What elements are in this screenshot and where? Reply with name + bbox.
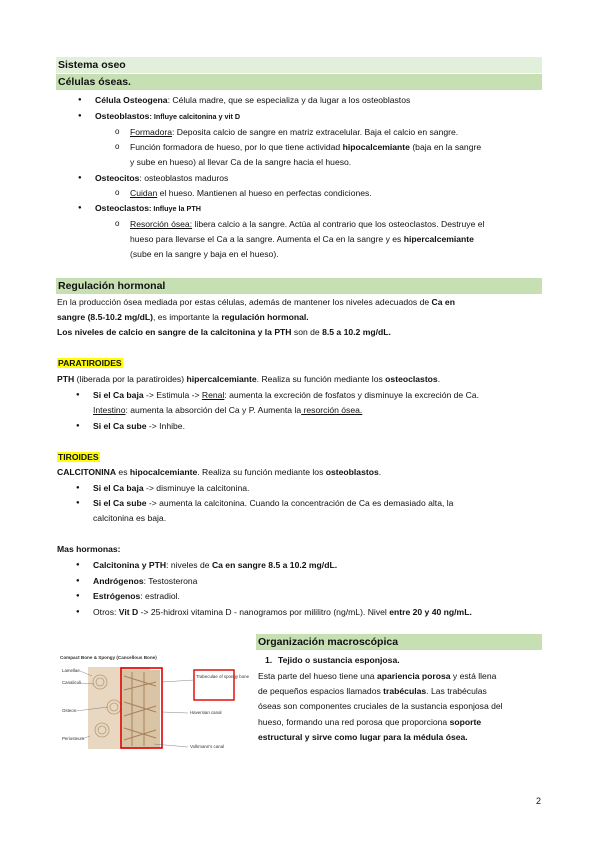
list-item-osteoclastos: ● Osteoclastos: Influye la PTH [95,202,201,215]
list-item-osteoblastos: ● Osteoblastos: Influye calcitonina y vit D [95,110,240,123]
text-line: calcitonina es baja. [93,513,167,523]
subsection-title-tiroides: TIROIDES [58,452,99,462]
figure-title: Compact Bone & Spongy (Cancellous Bone) [60,655,157,660]
section-header-organizacion-macroscopica: Organización macroscópica [256,634,542,650]
label-haversian: Haversian canal [190,710,222,715]
subsection-title-mas-hormonas: Mas hormonas: [57,544,121,554]
list-item-ca-baja: ● Si el Ca baja -> disminuye la calcitonina. [93,482,249,494]
text-line: CALCITONINA es hipocalcemiante. Realiza su función mediante los osteoblastos. [57,467,382,477]
label-volkmann: Volkmann's canal [190,744,225,749]
list-item-osteogena: ● Célula Osteogena: Célula madre, que se especializa y da lugar a los osteoblastos [95,94,410,106]
list-item-ca-baja: ● Si el Ca baja -> Estimula -> Renal: aumenta la excreción de fosfatos y disminuye la excreción de Ca. [93,389,479,401]
text-line: (sube en la sangre y baja en el hueso). [130,249,279,259]
list-item-ca-sube: ● Si el Ca sube -> aumenta la calcitonina. Cuando la concentración de Ca es demasiado alta, la [93,497,453,509]
section-header-celulas-oseas: Células óseas. [56,74,542,90]
list-item-ca-sube: ● Si el Ca sube -> Inhibe. [93,420,185,432]
list-item-calcitonina-pth: ● Calcitonina y PTH: niveles de Ca en sangre 8.5 a 10.2 mg/dL. [93,559,337,571]
text-line: En la producción ósea mediada por estas células, además de mantener los niveles adecuados de Ca en [57,297,455,307]
text-line: sangre (8.5-10.2 mg/dL), es importante la regulación hormonal. [57,312,309,322]
text-line: hueso para llevarse el Ca a la sangre. Aumenta el Ca en la sangre y es hipercalcemiante [130,234,474,244]
text-line: hueso, formando una red porosa que proporciona soporte [258,717,482,727]
list-item-otros: ● Otros: Vit D -> 25-hidroxi vitamina D - nanogramos por mililitro (ng/mL). Nivel entre 20 y 40 ng/mL. [93,606,472,618]
bone-diagram-figure [58,652,252,756]
text-line: Los niveles de calcio en sangre de la calcitonina y la PTH son de 8.5 a 10.2 mg/dL. [57,327,391,337]
text-line: PTH (liberada por la paratiroides) hipercalcemiante. Realiza su función mediante los osteoclastos. [57,374,441,384]
list-item-osteocitos: ● Osteocitos: osteoblastos maduros [95,172,228,184]
list-item-androgenos: ● Andrógenos: Testosterona [93,575,197,587]
text-line: óseas son componentes cruciales de la sustancia esponjosa del [258,701,503,711]
text-line: Intestino: aumenta la absorción del Ca y P. Aumenta la resorción ósea. [93,405,363,415]
numbered-item-tejido-esponjoso: 1. Tejido o sustancia esponjosa. [278,654,400,666]
label-canaliculi: Canaliculi [62,680,82,685]
section-header-regulacion-hormonal: Regulación hormonal [56,278,542,294]
subsection-title-paratiroides: PARATIROIDES [58,358,122,368]
text-line: estructural y sirve como lugar para la médula ósea. [258,732,468,742]
sublist-item-formadora: o Formadora: Deposita calcio de sangre en matriz extracelular. Baja el calcio en sangre. [130,126,458,138]
label-periosteum: Periosteum [62,736,85,741]
sublist-item-funcion: o Función formadora de hueso, por lo que tiene actividad hipocalcemiante (baja en la sangre [130,141,481,153]
text-line: de pequeños espacios llamados trabéculas. Las trabéculas [258,686,487,696]
list-item-estrogenos: ● Estrógenos: estradiol. [93,590,180,602]
label-trabeculae: Trabeculae of spongy bone [196,674,250,679]
page-number: 2 [536,796,542,806]
sublist-item-resorcion: o Resorción ósea: libera calcio a la sangre. Actúa al contrario que los osteoclastos. Destruye el [130,218,484,230]
label-osteon: Osteon [62,708,77,713]
label-lamellae: Lamellae [62,668,80,673]
text-line: y sube en hueso) al llevar Ca de la sangre hacia el hueso. [130,157,352,167]
section-header-sistema-oseo: Sistema oseo [56,57,542,73]
sublist-item-cuidan: o Cuidan el hueso. Mantienen al hueso en perfectas condiciones. [130,187,372,199]
text-line: Esta parte del hueso tiene una apariencia porosa y está llena [258,671,497,681]
bone-illustration [58,652,252,756]
